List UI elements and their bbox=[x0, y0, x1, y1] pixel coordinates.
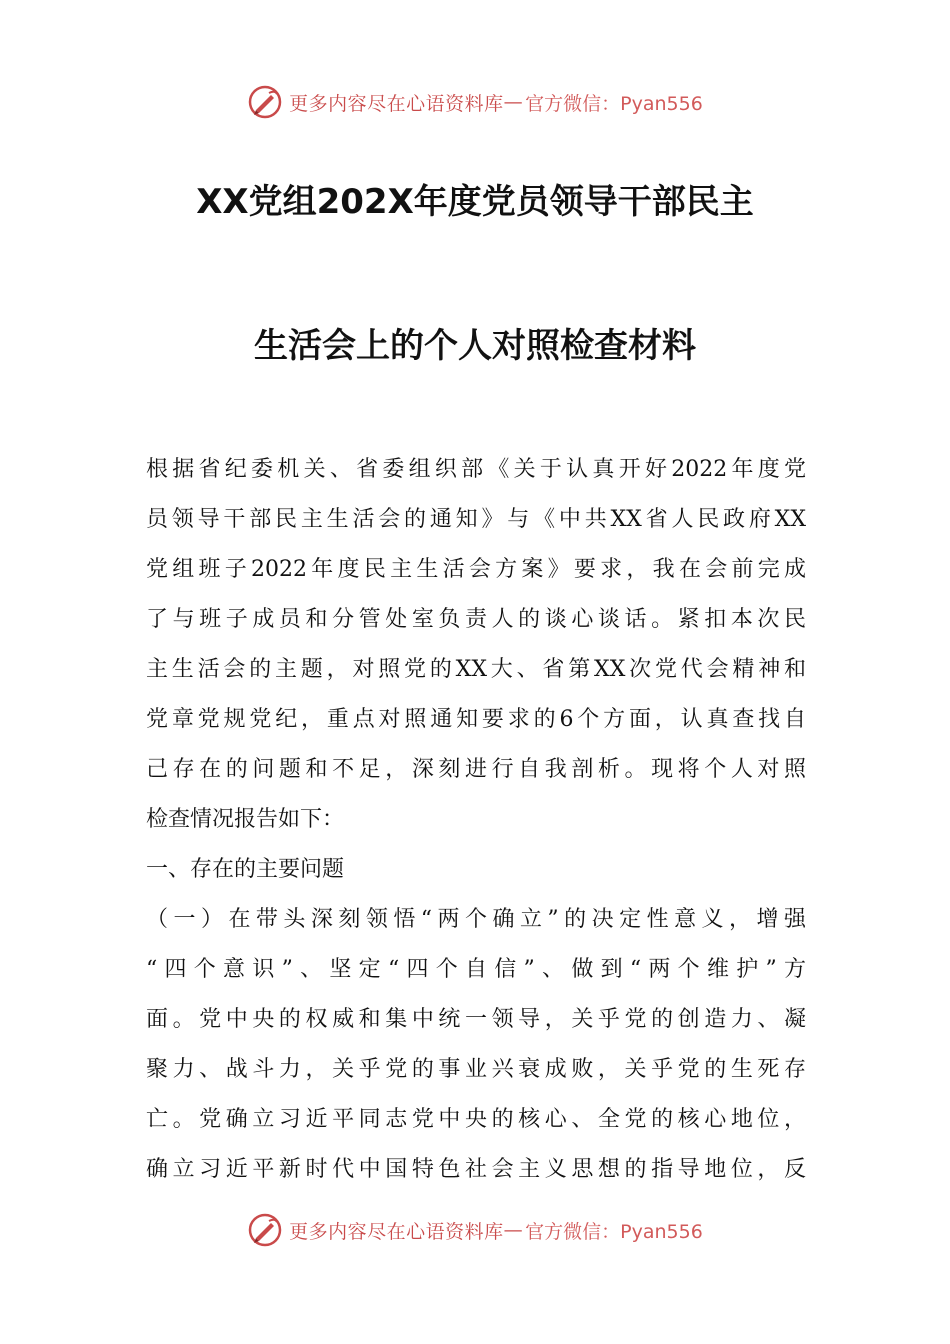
watermark-banner-top bbox=[0, 80, 950, 124]
body-line: 己存在的问题和不足，深刻进行自我剖析。现将个人对照 bbox=[146, 757, 806, 782]
watermark-contact-text: 官方微信：Pyan556 bbox=[525, 92, 703, 115]
watermark-dash: — bbox=[503, 1219, 524, 1241]
body-line: 主生活会的主题，对照党的XX大、省第XX次党代会精神和 bbox=[146, 657, 806, 682]
document-body bbox=[146, 445, 806, 1195]
watermark-banner-bottom bbox=[0, 1208, 950, 1252]
watermark-contact-text: 官方微信：Pyan556 bbox=[525, 1220, 703, 1243]
body-line: 检查情况报告如下： bbox=[146, 807, 345, 832]
body-line: 确立习近平新时代中国特色社会主义思想的指导地位，反 bbox=[146, 1157, 806, 1182]
body-line: 了与班子成员和分管处室负责人的谈心谈话。紧扣本次民 bbox=[146, 607, 806, 632]
document-title-line-2: 生活会上的个人对照检查材料 bbox=[254, 326, 696, 366]
pen-logo-icon bbox=[247, 1212, 283, 1248]
body-line: 聚力、战斗力，关乎党的事业兴衰成败，关乎党的生死存 bbox=[146, 1057, 806, 1082]
body-line: 党组班子2022年度民主生活会方案》要求，我在会前完成 bbox=[146, 557, 806, 582]
body-line: （一）在带头深刻领悟“两个确立”的决定性意义，增强 bbox=[146, 907, 806, 932]
body-line: 面。党中央的权威和集中统一领导，关乎党的创造力、凝 bbox=[146, 1007, 806, 1032]
watermark-dash: — bbox=[503, 91, 524, 113]
body-line: 党章党规党纪，重点对照通知要求的6个方面，认真查找自 bbox=[146, 707, 806, 732]
body-line: “四个意识”、坚定“四个自信”、做到“两个维护”方 bbox=[146, 957, 806, 982]
watermark-brand-text: 更多内容尽在心语资料库 bbox=[289, 1220, 504, 1243]
pen-logo-icon bbox=[247, 84, 283, 120]
body-line: 员领导干部民主生活会的通知》与《中共XX省人民政府XX bbox=[146, 507, 806, 532]
body-line: 根据省纪委机关、省委组织部《关于认真开好2022年度党 bbox=[146, 457, 806, 482]
watermark-brand-text: 更多内容尽在心语资料库 bbox=[289, 92, 504, 115]
body-line: 亡。党确立习近平同志党中央的核心、全党的核心地位， bbox=[146, 1107, 806, 1132]
section-heading: 一、存在的主要问题 bbox=[146, 857, 345, 882]
document-title-line-1: XX党组202X年度党员领导干部民主 bbox=[196, 182, 754, 222]
